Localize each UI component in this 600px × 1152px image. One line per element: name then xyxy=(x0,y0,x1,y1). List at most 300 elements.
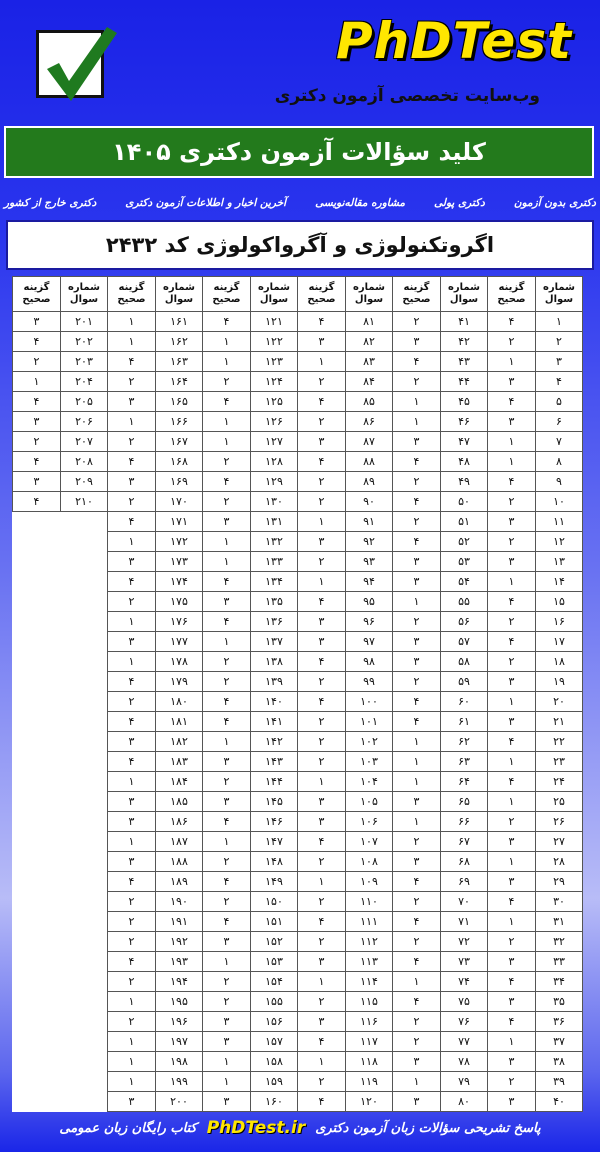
table-row xyxy=(13,552,583,572)
question-number: ۵۰ xyxy=(441,492,488,512)
question-number: ۸۸ xyxy=(346,452,393,472)
question-number: ۱۸۳ xyxy=(156,752,203,772)
empty-cell xyxy=(61,1052,108,1072)
correct-option: ۱ xyxy=(488,572,536,592)
table-row xyxy=(13,892,583,912)
question-number: ۷۲ xyxy=(441,932,488,952)
correct-option: ۳ xyxy=(203,592,251,612)
question-number: ۲۰۰ xyxy=(156,1092,203,1112)
question-number: ۱۹۵ xyxy=(156,992,203,1012)
correct-option: ۴ xyxy=(393,452,441,472)
question-number: ۱۹۹ xyxy=(156,1072,203,1092)
header-question-number: شماره سوال xyxy=(156,277,203,312)
question-number: ۶۴ xyxy=(441,772,488,792)
correct-option: ۱ xyxy=(298,872,346,892)
nav-link-no-exam[interactable]: دکتری بدون آزمون xyxy=(513,197,596,209)
question-number: ۱۱۴ xyxy=(346,972,393,992)
correct-option: ۱ xyxy=(203,952,251,972)
empty-cell xyxy=(61,1072,108,1092)
correct-option: ۴ xyxy=(108,672,156,692)
question-number: ۱۳۲ xyxy=(251,532,298,552)
correct-option: ۴ xyxy=(108,352,156,372)
question-number: ۶۷ xyxy=(441,832,488,852)
table-row xyxy=(13,812,583,832)
correct-option: ۱ xyxy=(393,1072,441,1092)
question-number: ۱۵۵ xyxy=(251,992,298,1012)
correct-option: ۲ xyxy=(393,1032,441,1052)
question-number: ۱۲۵ xyxy=(251,392,298,412)
question-number: ۹۳ xyxy=(346,552,393,572)
checkmark-icon xyxy=(41,19,121,103)
question-number: ۸۶ xyxy=(346,412,393,432)
correct-option: ۱ xyxy=(108,992,156,1012)
question-number: ۸۷ xyxy=(346,432,393,452)
correct-option: ۱ xyxy=(393,812,441,832)
empty-cell xyxy=(13,792,61,812)
correct-option: ۳ xyxy=(393,332,441,352)
empty-cell xyxy=(13,1092,61,1112)
correct-option: ۳ xyxy=(108,792,156,812)
question-number: ۱۴ xyxy=(536,572,583,592)
correct-option: ۴ xyxy=(488,472,536,492)
correct-option: ۱ xyxy=(203,1072,251,1092)
empty-cell xyxy=(61,992,108,1012)
question-number: ۱۳۸ xyxy=(251,652,298,672)
footer-link-free-book[interactable]: کتاب رایگان زبان عمومی xyxy=(59,1120,197,1136)
question-number: ۱۰ xyxy=(536,492,583,512)
table-row xyxy=(13,912,583,932)
question-number: ۱۰۶ xyxy=(346,812,393,832)
correct-option: ۳ xyxy=(488,712,536,732)
correct-option: ۱ xyxy=(108,1052,156,1072)
question-number: ۱۴۹ xyxy=(251,872,298,892)
correct-option: ۱ xyxy=(108,1072,156,1092)
table-header-row xyxy=(13,277,583,312)
correct-option: ۱ xyxy=(393,752,441,772)
question-number: ۱۷۵ xyxy=(156,592,203,612)
question-number: ۳۴ xyxy=(536,972,583,992)
correct-option: ۱ xyxy=(298,352,346,372)
correct-option: ۲ xyxy=(298,932,346,952)
correct-option: ۲ xyxy=(108,592,156,612)
correct-option: ۲ xyxy=(298,672,346,692)
correct-option: ۱ xyxy=(488,432,536,452)
correct-option: ۱ xyxy=(203,432,251,452)
correct-option: ۴ xyxy=(488,312,536,332)
table-row xyxy=(13,492,583,512)
question-number: ۱۳۳ xyxy=(251,552,298,572)
correct-option: ۴ xyxy=(13,332,61,352)
correct-option: ۳ xyxy=(13,412,61,432)
correct-option: ۴ xyxy=(203,572,251,592)
correct-option: ۴ xyxy=(298,1032,346,1052)
empty-cell xyxy=(13,812,61,832)
correct-option: ۲ xyxy=(203,972,251,992)
question-number: ۹۱ xyxy=(346,512,393,532)
empty-cell xyxy=(61,732,108,752)
question-number: ۱۳۹ xyxy=(251,672,298,692)
question-number: ۲۰۲ xyxy=(61,332,108,352)
correct-option: ۴ xyxy=(488,972,536,992)
question-number: ۱۵۰ xyxy=(251,892,298,912)
correct-option: ۲ xyxy=(393,932,441,952)
table-row xyxy=(13,1072,583,1092)
correct-option: ۴ xyxy=(298,392,346,412)
question-number: ۵۸ xyxy=(441,652,488,672)
correct-option: ۲ xyxy=(488,652,536,672)
question-number: ۱۱۹ xyxy=(346,1072,393,1092)
question-number: ۱۷۷ xyxy=(156,632,203,652)
correct-option: ۴ xyxy=(108,952,156,972)
question-number: ۱۴۳ xyxy=(251,752,298,772)
question-number: ۱۳۴ xyxy=(251,572,298,592)
correct-option: ۴ xyxy=(393,692,441,712)
correct-option: ۲ xyxy=(298,892,346,912)
empty-cell xyxy=(13,1052,61,1072)
correct-option: ۴ xyxy=(298,592,346,612)
table-row xyxy=(13,392,583,412)
empty-cell xyxy=(13,1032,61,1052)
question-number: ۶۲ xyxy=(441,732,488,752)
brand-logo[interactable]: PhDTest xyxy=(336,12,572,70)
question-number: ۱۵۶ xyxy=(251,1012,298,1032)
question-number: ۱۷۸ xyxy=(156,652,203,672)
correct-option: ۴ xyxy=(298,1092,346,1112)
empty-cell xyxy=(61,1092,108,1112)
question-number: ۲۰۹ xyxy=(61,472,108,492)
correct-option: ۳ xyxy=(393,1052,441,1072)
question-number: ۱۱۳ xyxy=(346,952,393,972)
correct-option: ۱ xyxy=(108,832,156,852)
correct-option: ۱ xyxy=(203,552,251,572)
empty-cell xyxy=(61,972,108,992)
correct-option: ۲ xyxy=(203,492,251,512)
correct-option: ۱ xyxy=(298,972,346,992)
question-number: ۱۰۳ xyxy=(346,752,393,772)
correct-option: ۳ xyxy=(13,472,61,492)
table-row xyxy=(13,572,583,592)
question-number: ۲۰۱ xyxy=(61,312,108,332)
question-number: ۱۸۴ xyxy=(156,772,203,792)
correct-option: ۴ xyxy=(393,352,441,372)
correct-option: ۲ xyxy=(108,932,156,952)
question-number: ۴۳ xyxy=(441,352,488,372)
question-number: ۱۰۵ xyxy=(346,792,393,812)
correct-option: ۱ xyxy=(203,832,251,852)
nav-link-latest-news[interactable]: آخرین اخبار و اطلاعات آزمون دکتری xyxy=(125,197,287,209)
correct-option: ۱ xyxy=(488,912,536,932)
question-number: ۲۹ xyxy=(536,872,583,892)
correct-option: ۳ xyxy=(108,732,156,752)
footer-site-link[interactable]: PhDTest.ir xyxy=(206,1118,306,1138)
correct-option: ۴ xyxy=(298,312,346,332)
correct-option: ۲ xyxy=(488,492,536,512)
table-row xyxy=(13,352,583,372)
question-number: ۷۷ xyxy=(441,1032,488,1052)
question-number: ۱۳ xyxy=(536,552,583,572)
question-number: ۶۸ xyxy=(441,852,488,872)
table-row xyxy=(13,612,583,632)
question-number: ۱۳۵ xyxy=(251,592,298,612)
empty-cell xyxy=(61,932,108,952)
header-question-number: شماره سوال xyxy=(61,277,108,312)
correct-option: ۱ xyxy=(108,532,156,552)
question-number: ۱۷۴ xyxy=(156,572,203,592)
correct-option: ۲ xyxy=(108,972,156,992)
question-number: ۸ xyxy=(536,452,583,472)
question-number: ۱۸۶ xyxy=(156,812,203,832)
question-number: ۵۴ xyxy=(441,572,488,592)
nav-link-paid[interactable]: دکتری پولی xyxy=(434,197,485,209)
question-number: ۱۲۰ xyxy=(346,1092,393,1112)
table-row xyxy=(13,1032,583,1052)
question-number: ۱۹۰ xyxy=(156,892,203,912)
question-number: ۳۵ xyxy=(536,992,583,1012)
question-number: ۱۷۶ xyxy=(156,612,203,632)
question-number: ۱۵۱ xyxy=(251,912,298,932)
question-number: ۱۵۴ xyxy=(251,972,298,992)
question-number: ۵۱ xyxy=(441,512,488,532)
question-number: ۱۱۸ xyxy=(346,1052,393,1072)
correct-option: ۴ xyxy=(393,532,441,552)
question-number: ۱۴۲ xyxy=(251,732,298,752)
empty-cell xyxy=(13,552,61,572)
question-number: ۴۶ xyxy=(441,412,488,432)
question-number: ۱۸۲ xyxy=(156,732,203,752)
question-number: ۱۵۲ xyxy=(251,932,298,952)
correct-option: ۳ xyxy=(298,792,346,812)
header-question-number: شماره سوال xyxy=(251,277,298,312)
correct-option: ۲ xyxy=(393,672,441,692)
question-number: ۱۲۷ xyxy=(251,432,298,452)
question-number: ۱۶۵ xyxy=(156,392,203,412)
correct-option: ۴ xyxy=(203,312,251,332)
question-number: ۱۳۶ xyxy=(251,612,298,632)
question-number: ۱۲۶ xyxy=(251,412,298,432)
header-correct-option: گزینه صحیح xyxy=(488,277,536,312)
question-number: ۱۹۸ xyxy=(156,1052,203,1072)
table-row xyxy=(13,972,583,992)
question-number: ۱۳۰ xyxy=(251,492,298,512)
question-number: ۴۴ xyxy=(441,372,488,392)
correct-option: ۲ xyxy=(108,432,156,452)
question-number: ۸۳ xyxy=(346,352,393,372)
table-row xyxy=(13,1012,583,1032)
question-number: ۹۵ xyxy=(346,592,393,612)
question-number: ۷۰ xyxy=(441,892,488,912)
header-correct-option: گزینه صحیح xyxy=(298,277,346,312)
table-row xyxy=(13,932,583,952)
question-number: ۱۲ xyxy=(536,532,583,552)
correct-option: ۴ xyxy=(393,872,441,892)
table-row xyxy=(13,372,583,392)
correct-option: ۴ xyxy=(298,652,346,672)
correct-option: ۱ xyxy=(488,452,536,472)
question-number: ۳۹ xyxy=(536,1072,583,1092)
correct-option: ۳ xyxy=(488,512,536,532)
correct-option: ۲ xyxy=(298,412,346,432)
correct-option: ۴ xyxy=(108,452,156,472)
empty-cell xyxy=(61,952,108,972)
question-number: ۹۴ xyxy=(346,572,393,592)
empty-cell xyxy=(13,572,61,592)
question-number: ۱۱۰ xyxy=(346,892,393,912)
question-number: ۸۴ xyxy=(346,372,393,392)
correct-option: ۲ xyxy=(108,892,156,912)
correct-option: ۳ xyxy=(108,392,156,412)
question-number: ۱۴۷ xyxy=(251,832,298,852)
correct-option: ۳ xyxy=(108,852,156,872)
table-row xyxy=(13,412,583,432)
empty-cell xyxy=(61,552,108,572)
empty-cell xyxy=(61,792,108,812)
question-number: ۱۲۸ xyxy=(251,452,298,472)
empty-cell xyxy=(61,672,108,692)
question-number: ۷ xyxy=(536,432,583,452)
question-number: ۱۹۴ xyxy=(156,972,203,992)
empty-cell xyxy=(61,772,108,792)
question-number: ۱۶۰ xyxy=(251,1092,298,1112)
correct-option: ۲ xyxy=(203,992,251,1012)
header-question-number: شماره سوال xyxy=(536,277,583,312)
question-number: ۹۹ xyxy=(346,672,393,692)
question-number: ۱۶ xyxy=(536,612,583,632)
empty-cell xyxy=(61,592,108,612)
question-number: ۱۰۲ xyxy=(346,732,393,752)
correct-option: ۴ xyxy=(13,492,61,512)
question-number: ۱۶۳ xyxy=(156,352,203,372)
empty-cell xyxy=(13,512,61,532)
correct-option: ۲ xyxy=(298,552,346,572)
correct-option: ۳ xyxy=(488,1052,536,1072)
correct-option: ۳ xyxy=(203,512,251,532)
correct-option: ۱ xyxy=(488,1032,536,1052)
header-correct-option: گزینه صحیح xyxy=(203,277,251,312)
nav-link-abroad[interactable]: دکتری خارج از کشور xyxy=(4,197,97,209)
question-number: ۱۳۷ xyxy=(251,632,298,652)
correct-option: ۱ xyxy=(488,792,536,812)
question-number: ۸۲ xyxy=(346,332,393,352)
correct-option: ۲ xyxy=(108,492,156,512)
empty-cell xyxy=(61,1032,108,1052)
question-number: ۱۹ xyxy=(536,672,583,692)
correct-option: ۲ xyxy=(298,732,346,752)
correct-option: ۱ xyxy=(108,612,156,632)
correct-option: ۱ xyxy=(393,592,441,612)
question-number: ۲۰۳ xyxy=(61,352,108,372)
correct-option: ۴ xyxy=(393,492,441,512)
correct-option: ۲ xyxy=(488,332,536,352)
table-row xyxy=(13,332,583,352)
correct-option: ۲ xyxy=(393,372,441,392)
question-number: ۱۸۱ xyxy=(156,712,203,732)
correct-option: ۳ xyxy=(108,552,156,572)
table-row xyxy=(13,752,583,772)
empty-cell xyxy=(13,932,61,952)
empty-cell xyxy=(13,852,61,872)
empty-cell xyxy=(61,532,108,552)
correct-option: ۴ xyxy=(108,572,156,592)
correct-option: ۳ xyxy=(298,332,346,352)
correct-option: ۴ xyxy=(203,912,251,932)
correct-option: ۳ xyxy=(488,1092,536,1112)
question-number: ۵ xyxy=(536,392,583,412)
question-number: ۳۷ xyxy=(536,1032,583,1052)
question-number: ۵۶ xyxy=(441,612,488,632)
empty-cell xyxy=(13,972,61,992)
correct-option: ۱ xyxy=(108,772,156,792)
question-number: ۱۶۶ xyxy=(156,412,203,432)
question-number: ۱۷۲ xyxy=(156,532,203,552)
question-number: ۷۱ xyxy=(441,912,488,932)
nav-link-article-consulting[interactable]: مشاوره مقاله‌نویسی xyxy=(315,197,405,209)
empty-cell xyxy=(13,872,61,892)
question-number: ۱۱۷ xyxy=(346,1032,393,1052)
correct-option: ۳ xyxy=(203,1032,251,1052)
footer-link-answers[interactable]: پاسخ تشریحی سؤالات زبان آزمون دکتری xyxy=(315,1120,541,1136)
empty-cell xyxy=(61,692,108,712)
question-number: ۱۶۴ xyxy=(156,372,203,392)
table-row xyxy=(13,512,583,532)
correct-option: ۲ xyxy=(298,752,346,772)
question-number: ۴۵ xyxy=(441,392,488,412)
correct-option: ۴ xyxy=(488,392,536,412)
question-number: ۱۸۸ xyxy=(156,852,203,872)
empty-cell xyxy=(13,992,61,1012)
correct-option: ۲ xyxy=(393,832,441,852)
answer-key-table xyxy=(12,276,583,1112)
correct-option: ۴ xyxy=(488,1012,536,1032)
empty-cell xyxy=(61,832,108,852)
question-number: ۱۰۹ xyxy=(346,872,393,892)
question-number: ۱۶۸ xyxy=(156,452,203,472)
question-number: ۱۷۹ xyxy=(156,672,203,692)
correct-option: ۴ xyxy=(13,452,61,472)
question-number: ۱۱۶ xyxy=(346,1012,393,1032)
correct-option: ۲ xyxy=(393,1012,441,1032)
correct-option: ۴ xyxy=(203,712,251,732)
question-number: ۶۶ xyxy=(441,812,488,832)
question-number: ۴۸ xyxy=(441,452,488,472)
table-row xyxy=(13,532,583,552)
correct-option: ۲ xyxy=(203,892,251,912)
table-row xyxy=(13,592,583,612)
question-number: ۶۰ xyxy=(441,692,488,712)
correct-option: ۴ xyxy=(203,472,251,492)
empty-cell xyxy=(13,672,61,692)
correct-option: ۲ xyxy=(298,712,346,732)
correct-option: ۴ xyxy=(298,452,346,472)
question-number: ۲۴ xyxy=(536,772,583,792)
correct-option: ۴ xyxy=(108,752,156,772)
correct-option: ۳ xyxy=(108,812,156,832)
question-number: ۵۹ xyxy=(441,672,488,692)
correct-option: ۲ xyxy=(488,932,536,952)
correct-option: ۴ xyxy=(203,392,251,412)
correct-option: ۲ xyxy=(108,912,156,932)
empty-cell xyxy=(61,812,108,832)
correct-option: ۳ xyxy=(488,832,536,852)
correct-option: ۱ xyxy=(108,332,156,352)
question-number: ۵۲ xyxy=(441,532,488,552)
question-number: ۱۸۷ xyxy=(156,832,203,852)
correct-option: ۳ xyxy=(108,1092,156,1112)
correct-option: ۴ xyxy=(393,712,441,732)
correct-option: ۴ xyxy=(393,992,441,1012)
question-number: ۱۶۷ xyxy=(156,432,203,452)
table-row xyxy=(13,712,583,732)
question-number: ۲۰۶ xyxy=(61,412,108,432)
